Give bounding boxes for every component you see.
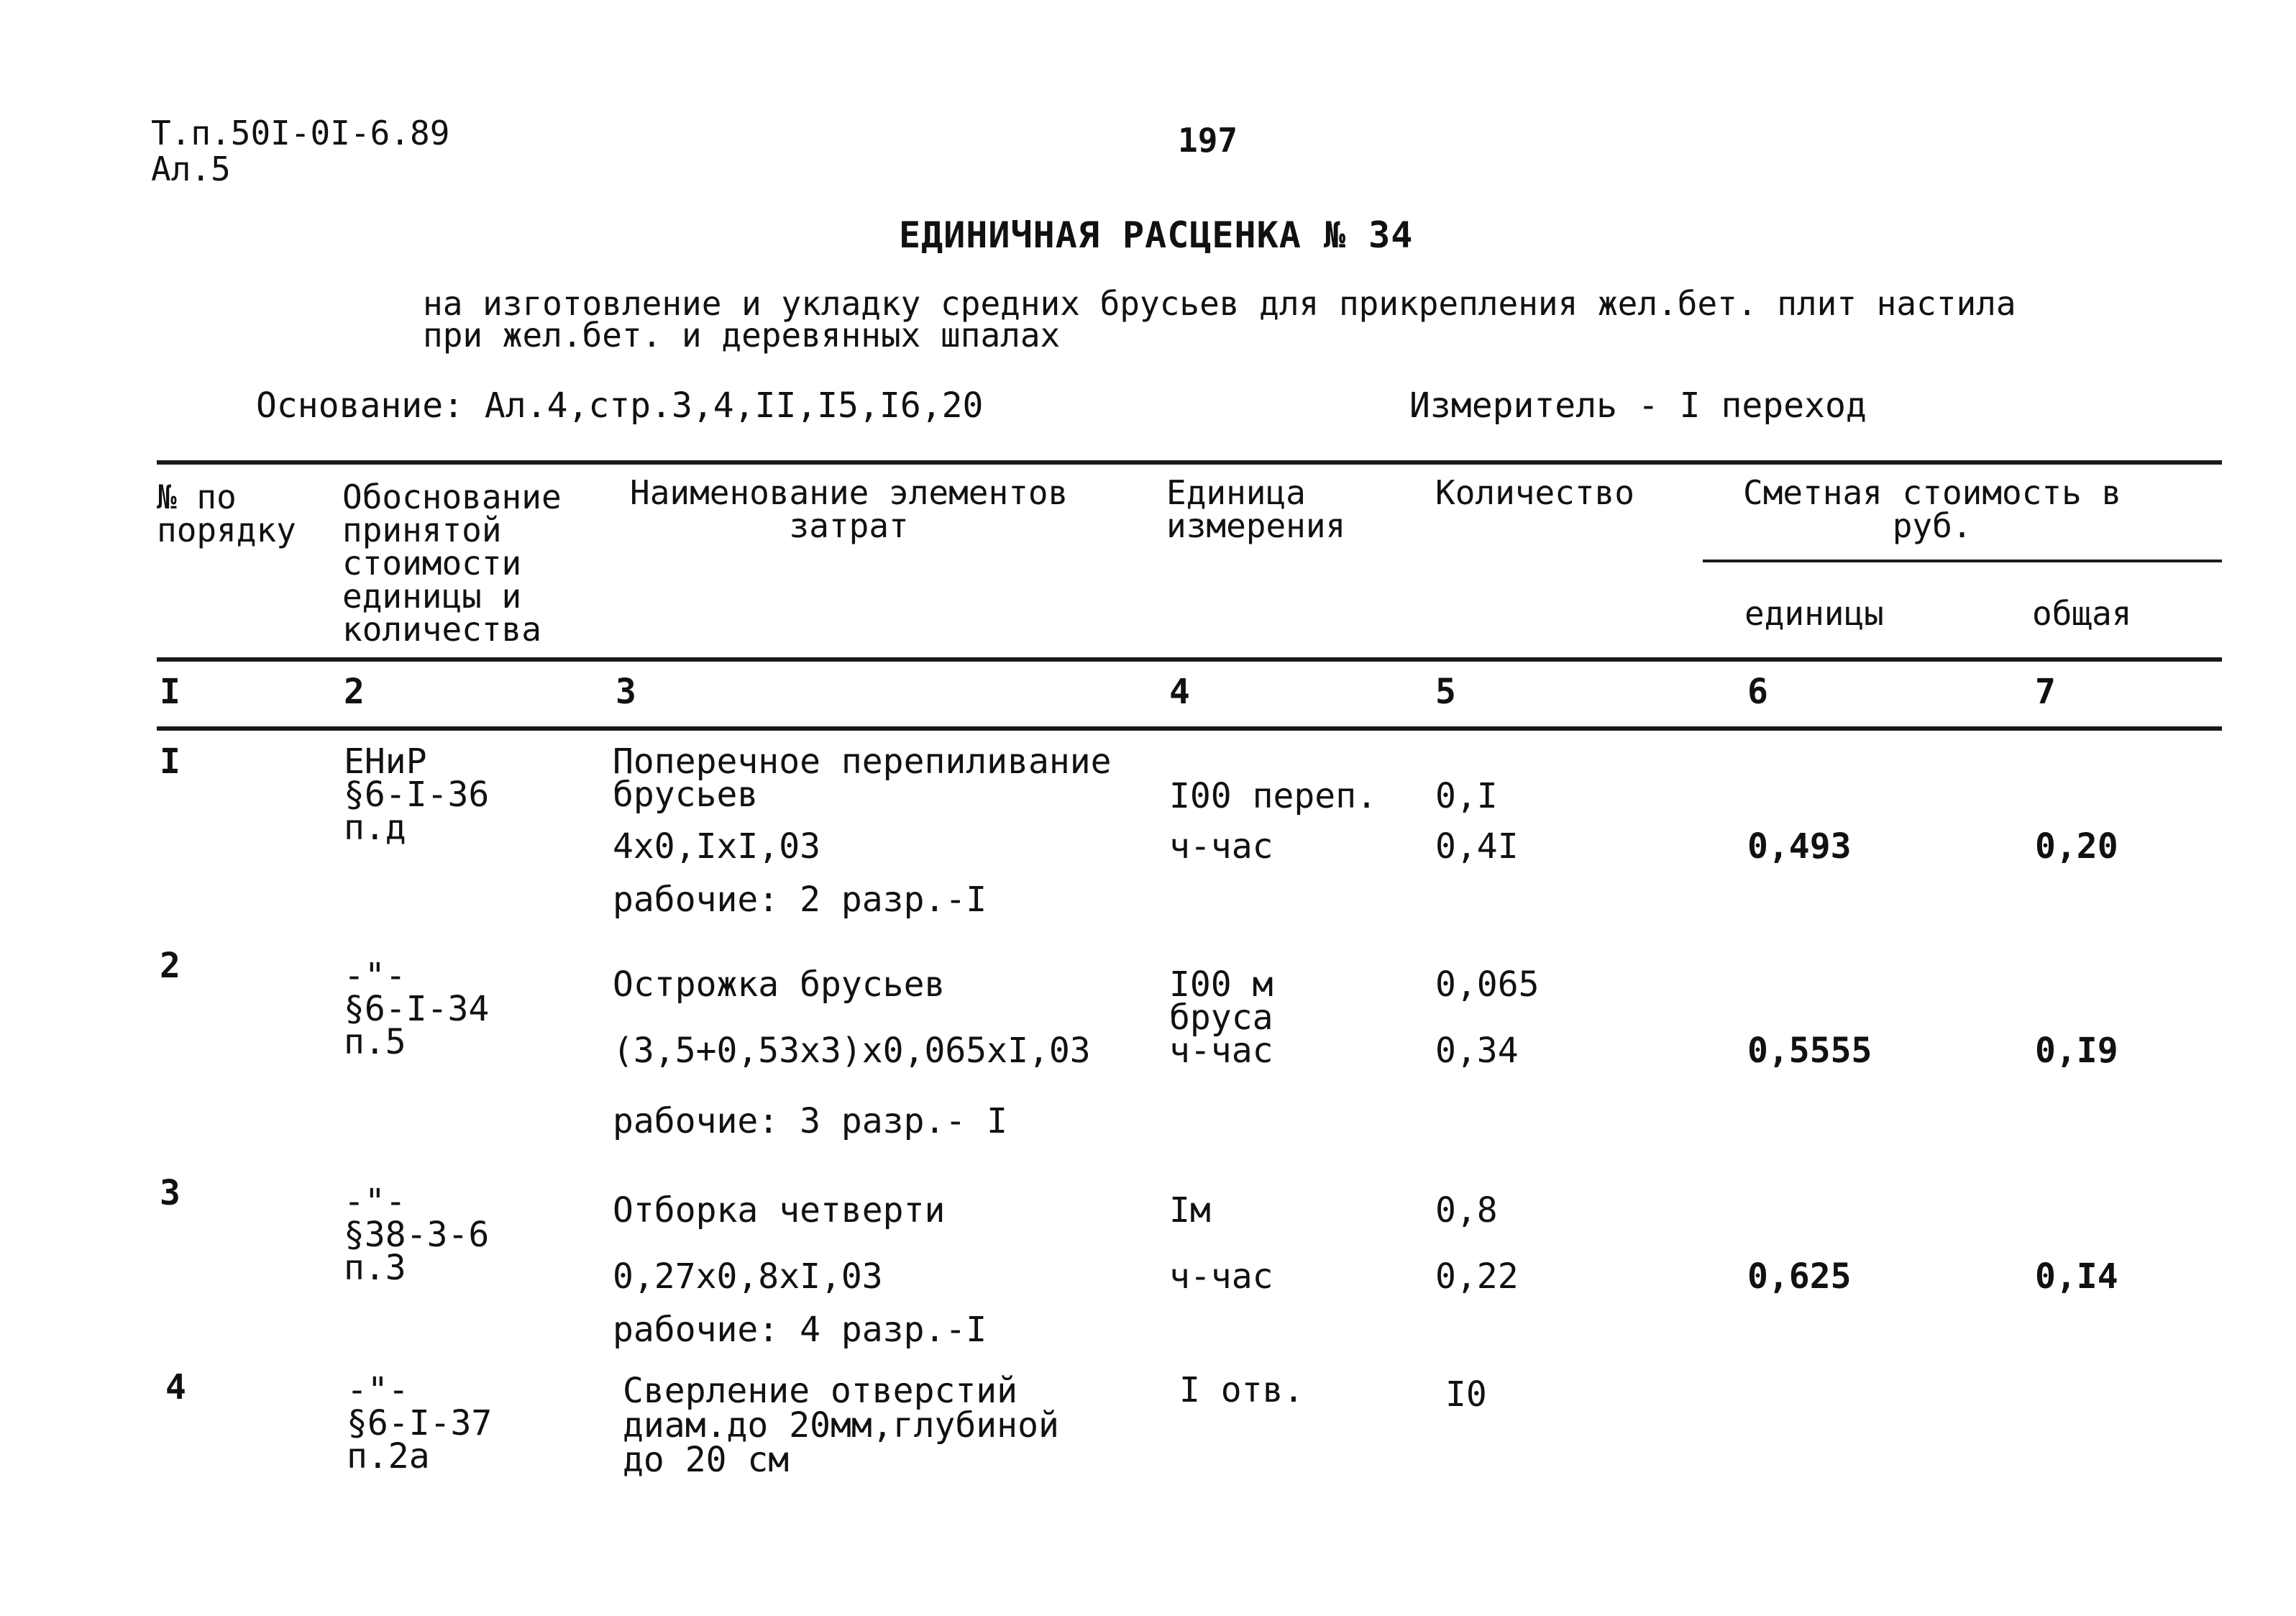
header-text: стоимости xyxy=(342,544,522,583)
row-unit-cost: 0,625 xyxy=(1747,1256,1852,1297)
row-quantity: 0,8 xyxy=(1435,1190,1498,1231)
row-quantity: 0,065 xyxy=(1435,964,1540,1005)
table-top-rule xyxy=(157,460,2222,465)
header-col-number xyxy=(157,480,296,547)
row-unit: Iм xyxy=(1169,1190,1211,1231)
column-number: 6 xyxy=(1747,672,1768,712)
column-number: 4 xyxy=(1169,672,1190,712)
row-calc: 4х0,IхI,03 xyxy=(613,826,820,867)
basis-line: §6-I-37 xyxy=(347,1403,493,1443)
basis-line: §6-I-34 xyxy=(344,989,490,1029)
header-col-quantity xyxy=(1435,473,1634,512)
header-text: единицы и xyxy=(342,577,522,616)
name-line: брусьев xyxy=(613,775,759,815)
header-col-cost xyxy=(1743,473,2122,545)
row-total: 0,I4 xyxy=(2035,1256,2118,1297)
row-unit-hours: ч-час xyxy=(1169,1031,1273,1071)
unit-line: I00 м xyxy=(1169,964,1273,1005)
header-col-basis xyxy=(342,478,562,649)
row-unit: I отв. xyxy=(1179,1370,1304,1410)
row-unit-hours: ч-час xyxy=(1169,1256,1273,1297)
basis-line: п.2а xyxy=(347,1436,430,1476)
row-calc: (3,5+0,53х3)х0,065хI,03 xyxy=(613,1031,1091,1071)
doc-code-line: Т.п.50I-0I-6.89 xyxy=(151,114,450,152)
header-col-unit xyxy=(1166,473,1346,545)
row-number: I xyxy=(160,741,180,782)
name-line: диам.до 20мм,глубиной xyxy=(623,1405,1059,1446)
column-number: 5 xyxy=(1435,672,1456,712)
column-number: 3 xyxy=(616,672,636,712)
header-col-name xyxy=(630,473,1069,545)
document-subtitle xyxy=(423,284,2016,355)
row-calc: 0,27х0,8хI,03 xyxy=(613,1256,883,1297)
basis-line: §6-I-36 xyxy=(344,775,490,815)
column-numbers-rule xyxy=(157,726,2222,731)
name-line: до 20 см xyxy=(623,1440,790,1480)
row-number: 2 xyxy=(160,946,180,986)
row-name xyxy=(613,741,1112,815)
column-number: 2 xyxy=(344,672,365,712)
header-text: порядку xyxy=(157,511,296,549)
header-text: Сметная стоимость в xyxy=(1743,473,2122,512)
row-quantity: I0 xyxy=(1445,1374,1487,1415)
basis-line: п.д xyxy=(344,808,406,848)
measure-unit: Измеритель - I переход xyxy=(1409,385,1867,426)
row-quantity: 0,I xyxy=(1435,776,1498,816)
header-text: измерения xyxy=(1166,506,1346,545)
basis-line: -"- xyxy=(347,1370,409,1410)
row-number: 3 xyxy=(160,1173,180,1213)
basis-line: п.5 xyxy=(344,1022,406,1062)
row-total: 0,20 xyxy=(2035,826,2118,867)
cost-header-rule xyxy=(1703,560,2222,562)
row-name xyxy=(623,1371,1059,1480)
header-text: № по xyxy=(157,478,237,516)
name-line: Сверление отверстий xyxy=(623,1371,1018,1411)
basis-line: -"- xyxy=(344,956,406,996)
header-text: Обоснование xyxy=(342,478,562,516)
row-total: 0,I9 xyxy=(2035,1031,2118,1071)
header-text: затрат xyxy=(789,506,909,545)
basis-line: -"- xyxy=(344,1182,406,1222)
subtitle-line-2: при жел.бет. и деревянных шпалах xyxy=(423,316,1061,355)
unit-line: бруса xyxy=(1169,998,1273,1038)
row-unit-cost: 0,493 xyxy=(1747,826,1852,867)
basis-reference: Основание: Ал.4,стр.3,4,II,I5,I6,20 xyxy=(256,385,984,426)
row-quantity-hours: 0,22 xyxy=(1435,1256,1519,1297)
row-workers: рабочие: 2 разр.-I xyxy=(613,880,987,920)
column-number: 7 xyxy=(2035,672,2056,712)
basis-line: ЕНиР xyxy=(344,741,427,782)
row-quantity-hours: 0,4I xyxy=(1435,826,1519,867)
header-text: Единица xyxy=(1166,473,1306,512)
document-title: ЕДИНИЧНАЯ РАСЦЕНКА № 34 xyxy=(899,214,1414,256)
row-basis xyxy=(344,1182,490,1288)
basis-line: §38-3-6 xyxy=(344,1215,490,1255)
row-unit xyxy=(1169,964,1273,1038)
album-line: Ал.5 xyxy=(151,150,231,188)
header-col-unit-cost: единицы xyxy=(1744,594,1884,633)
row-name xyxy=(613,1190,946,1231)
header-text: количества xyxy=(342,610,541,649)
basis-line: п.3 xyxy=(344,1248,406,1288)
column-number: I xyxy=(160,672,180,712)
name-line: Острожка брусьев xyxy=(613,964,946,1005)
row-name xyxy=(613,964,946,1005)
row-unit-hours: ч-час xyxy=(1169,826,1273,867)
header-bottom-rule xyxy=(157,657,2222,662)
header-col-total: общая xyxy=(2032,594,2132,633)
row-workers: рабочие: 3 разр.- I xyxy=(613,1101,1008,1141)
subtitle-line-1: на изготовление и укладку средних брусьев для прикрепления жел.бет. плит настила xyxy=(423,284,2016,323)
row-workers: рабочие: 4 разр.-I xyxy=(613,1310,987,1350)
name-line: Отборка четверти xyxy=(613,1190,946,1231)
row-unit-cost: 0,5555 xyxy=(1747,1031,1872,1071)
page-number: 197 xyxy=(1178,121,1238,160)
header-text: Количество xyxy=(1435,473,1634,512)
header-text: руб. xyxy=(1892,506,1972,545)
name-line: Поперечное перепиливание xyxy=(613,741,1112,782)
row-basis xyxy=(347,1370,493,1476)
row-basis xyxy=(344,741,490,848)
header-text: принятой xyxy=(342,511,502,549)
row-quantity-hours: 0,34 xyxy=(1435,1031,1519,1071)
document-code xyxy=(151,115,449,187)
row-unit: I00 переп. xyxy=(1169,776,1377,816)
row-number: 4 xyxy=(165,1367,186,1407)
header-text: Наименование элементов xyxy=(630,473,1069,512)
row-basis xyxy=(344,956,490,1062)
